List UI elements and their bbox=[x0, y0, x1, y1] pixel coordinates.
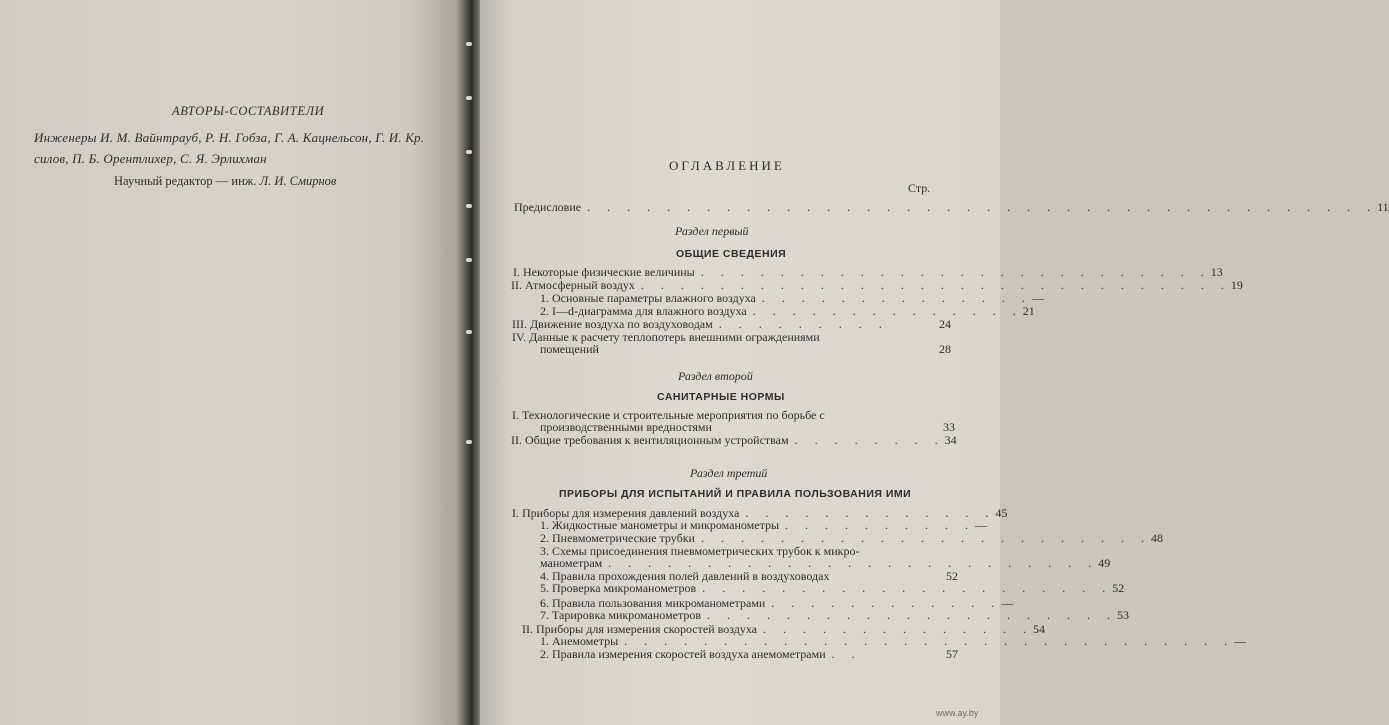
section3-heading: ПРИБОРЫ ДЛЯ ИСПЫТАНИЙ И ПРАВИЛА ПОЛЬЗОВАНИЯ ИМИ bbox=[559, 488, 912, 500]
toc-label: 1. Основные параметры влажного воздуха bbox=[540, 291, 756, 305]
toc-row-preface[interactable] bbox=[514, 200, 1389, 214]
authors-line-1: Инженеры И. М. Вайнтрауб, Р. Н. Гобза, Г. А. Кацнельсон, Г. И. Кр. bbox=[34, 130, 425, 145]
toc-page: 13 bbox=[1210, 265, 1223, 279]
authors-heading: АВТОРЫ-СОСТАВИТЕЛИ bbox=[172, 104, 325, 118]
stitch-mark bbox=[466, 204, 472, 208]
toc-leader: . . . . . . . . . . . . . . . . . . . . . . . . . . bbox=[700, 265, 1211, 279]
toc-page: 45 bbox=[995, 506, 1008, 520]
toc-label: 6. Правила пользования микроманометрами bbox=[540, 596, 766, 610]
toc-label: манометрам bbox=[540, 556, 603, 570]
toc-leader: . . . . . . . . . . . . . . bbox=[761, 291, 1032, 305]
toc-label: производственными вредностями bbox=[540, 420, 712, 434]
toc-page: 57 bbox=[946, 647, 958, 661]
toc-page: 52 bbox=[946, 569, 958, 583]
toc-page: 52 bbox=[1112, 581, 1125, 595]
stitch-mark bbox=[466, 150, 472, 154]
toc-leader: . . . . . . . . . . . . . . . . . . . . . . . . . . . . . . . . . . . . . . . . bbox=[587, 200, 1378, 214]
section2-part: Раздел второй bbox=[678, 369, 753, 383]
editor-line bbox=[114, 174, 336, 189]
toc-leader: . . . . . . . . . . . . . . . . . . . . . bbox=[707, 608, 1118, 622]
page-column-label: Стр. bbox=[908, 181, 931, 195]
toc-leader: . . . . . . . . . . . . . . . . . . . . . . . . . . . . . . bbox=[640, 278, 1231, 292]
toc-page: 28 bbox=[939, 342, 951, 356]
editor-name: Л. И. Смирнов bbox=[259, 174, 337, 188]
toc-label: 1. Анемометры bbox=[540, 634, 619, 648]
toc-label: 5. Проверка микроманометров bbox=[540, 581, 697, 595]
toc-page: — bbox=[1234, 634, 1247, 648]
toc-label: II. Приборы для измерения скоростей воздуха bbox=[522, 622, 758, 636]
toc-label: Предисловие bbox=[514, 200, 582, 214]
toc-page: 19 bbox=[1230, 278, 1243, 292]
toc-page: 49 bbox=[1098, 556, 1111, 570]
toc-label: 4. Правила прохождения полей давлений в воздуховодах bbox=[540, 569, 830, 583]
stitch-mark bbox=[466, 96, 472, 100]
toc-title: ОГЛАВЛЕНИЕ bbox=[669, 158, 785, 173]
toc-page: — bbox=[975, 518, 988, 532]
toc-row-continued[interactable]: IV. Данные к расчету теплопотерь внешними ограждениями bbox=[512, 330, 820, 344]
toc-label: 7. Тарировка микроманометров bbox=[540, 608, 702, 622]
stitch-mark bbox=[466, 42, 472, 46]
toc-label: I. Некоторые физические величины bbox=[513, 265, 695, 279]
toc-leader: . . . . . . . . . . . . . bbox=[745, 506, 996, 520]
toc-label: 2. Пневмометрические трубки bbox=[540, 531, 695, 545]
toc-leader: . . . . . . . . . . bbox=[785, 518, 976, 532]
toc-page: 34 bbox=[944, 433, 957, 447]
stitch-mark bbox=[466, 440, 472, 444]
toc-leader: . . . . . . . . bbox=[794, 433, 945, 447]
toc-leader: . . . . . . . . . bbox=[718, 317, 889, 331]
toc-leader: . . . . . . . . . . . . . . bbox=[752, 304, 1023, 318]
toc-page: — bbox=[1031, 291, 1044, 305]
toc-row-continued[interactable]: I. Технологические и строительные мероприятия по борьбе с bbox=[512, 408, 825, 422]
watermark: www.ay.by bbox=[936, 708, 979, 718]
toc-row-continued[interactable]: 3. Схемы присоединения пневмометрических трубок к микро- bbox=[540, 544, 860, 558]
section3-part: Раздел третий bbox=[690, 466, 768, 480]
toc-label: II. Атмосферный воздух bbox=[511, 278, 635, 292]
toc-row[interactable] bbox=[511, 434, 955, 447]
toc-page: 48 bbox=[1150, 531, 1163, 545]
toc-leader: . . . . . . . . . . . . . . . . . . . . . . . . . bbox=[608, 556, 1099, 570]
toc-page: 21 bbox=[1022, 304, 1035, 318]
toc-page: — bbox=[1001, 596, 1014, 610]
toc-page: 24 bbox=[939, 317, 951, 331]
section1-heading: ОБЩИЕ СВЕДЕНИЯ bbox=[676, 248, 787, 260]
left-page bbox=[0, 0, 466, 725]
toc-leader: . . . . . . . . . . . . . . bbox=[763, 622, 1034, 636]
toc-label: I. Приборы для измерения давлений воздуха bbox=[512, 506, 740, 520]
toc-page: 33 bbox=[943, 420, 955, 434]
toc-leader: . . . . . . . . . . . . . . . . . . . . . . . . . . . . . . . bbox=[624, 634, 1235, 648]
toc-label: 2. I—d-диаграмма для влажного воздуха bbox=[540, 304, 747, 318]
toc-leader: . . bbox=[831, 647, 862, 661]
stitch-mark bbox=[466, 330, 472, 334]
toc-page: 54 bbox=[1033, 622, 1046, 636]
toc-row[interactable] bbox=[540, 343, 951, 356]
authors-line-2: силов, П. Б. Орентлихер, С. Я. Эрлихман bbox=[34, 151, 267, 166]
toc-leader: . . . . . . . . . . . . . . . . . . . . . bbox=[702, 581, 1113, 595]
toc-label: 1. Жидкостные манометры и микроманометры bbox=[540, 518, 780, 532]
section1-part: Раздел первый bbox=[675, 224, 749, 238]
toc-label: помещений bbox=[540, 342, 599, 356]
toc-label: III. Движение воздуха по воздуховодам bbox=[512, 317, 713, 331]
toc-label: II. Общие требования к вентиляционным устройствам bbox=[511, 433, 789, 447]
toc-row[interactable] bbox=[540, 581, 1125, 595]
toc-row[interactable] bbox=[540, 608, 1130, 622]
toc-page: 11 bbox=[1377, 200, 1389, 214]
toc-leader: . . . . . . . . . . . . . . . . . . . . . . . bbox=[700, 531, 1151, 545]
toc-leader: . . . . . . . . . . . . bbox=[771, 596, 1002, 610]
toc-page: 53 bbox=[1117, 608, 1130, 622]
toc-label: 2. Правила измерения скоростей воздуха анемометрами bbox=[540, 647, 826, 661]
section2-heading: САНИТАРНЫЕ НОРМЫ bbox=[657, 391, 785, 403]
toc-row[interactable] bbox=[540, 648, 958, 661]
editor-role: Научный редактор — инж. bbox=[114, 174, 257, 188]
stitch-mark bbox=[466, 258, 472, 262]
